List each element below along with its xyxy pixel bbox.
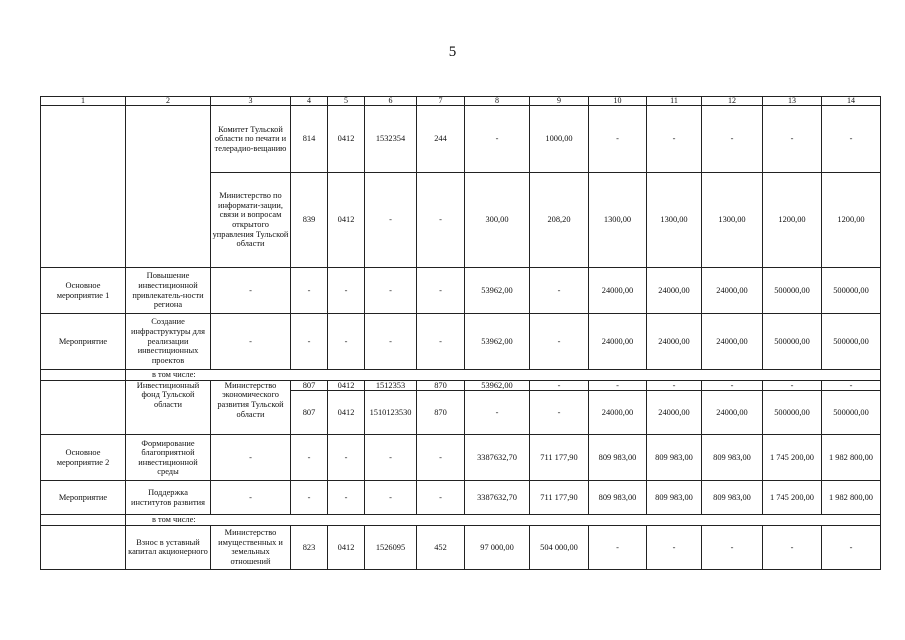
table-cell: 809 983,00	[702, 435, 763, 481]
table-cell: Повышение инвестиционной привлекатель-ности региона	[126, 268, 211, 314]
table-cell: -	[589, 525, 647, 569]
table-cell: в том числе:	[126, 370, 881, 381]
header-cell: 10	[589, 97, 647, 106]
table-cell: 807	[291, 391, 328, 435]
table-cell: 0412	[328, 173, 365, 268]
table-cell: 244	[417, 106, 465, 173]
table-cell: 1 982 800,00	[822, 435, 881, 481]
table-cell: -	[365, 173, 417, 268]
header-row	[41, 97, 881, 106]
header-cell: 7	[417, 97, 465, 106]
table-cell: 24000,00	[702, 391, 763, 435]
table-cell: 809 983,00	[589, 481, 647, 515]
table-cell: 0412	[328, 525, 365, 569]
table-cell: Создание инфраструктуры для реализации инвестиционных проектов	[126, 314, 211, 370]
table-cell: -	[647, 525, 702, 569]
table-cell: -	[328, 435, 365, 481]
table-cell: 500000,00	[822, 314, 881, 370]
table-row	[41, 380, 881, 391]
table-cell: -	[822, 106, 881, 173]
table-cell: 809 983,00	[702, 481, 763, 515]
table-cell: 1526095	[365, 525, 417, 569]
table-cell: -	[291, 314, 328, 370]
table-cell: -	[530, 380, 589, 391]
table-cell: 0412	[328, 106, 365, 173]
table-cell: Формирование благоприятной инвестиционной среды	[126, 435, 211, 481]
table-cell: Основное мероприятие 2	[41, 435, 126, 481]
table-cell: 3387632,70	[465, 435, 530, 481]
budget-table	[40, 96, 881, 570]
table-cell: 500000,00	[763, 314, 822, 370]
table-row	[41, 435, 881, 481]
table-cell: -	[647, 106, 702, 173]
table-cell: 1200,00	[763, 173, 822, 268]
table-cell: 1300,00	[702, 173, 763, 268]
table-cell: -	[417, 173, 465, 268]
table-row	[41, 481, 881, 515]
table-cell	[41, 106, 126, 268]
header-cell: 8	[465, 97, 530, 106]
table-cell: Основное мероприятие 1	[41, 268, 126, 314]
table-cell: -	[465, 391, 530, 435]
table-cell: 53962,00	[465, 268, 530, 314]
table-cell: 24000,00	[702, 314, 763, 370]
table-cell: -	[417, 314, 465, 370]
table-cell: -	[211, 435, 291, 481]
table-cell: 500000,00	[822, 268, 881, 314]
table-cell: 823	[291, 525, 328, 569]
header-cell: 1	[41, 97, 126, 106]
table-cell	[41, 370, 126, 381]
header-cell: 4	[291, 97, 328, 106]
table-cell: 24000,00	[589, 314, 647, 370]
table-cell: -	[417, 435, 465, 481]
table-cell: 1300,00	[589, 173, 647, 268]
header-cell: 14	[822, 97, 881, 106]
table-cell: 208,20	[530, 173, 589, 268]
table-cell: -	[291, 268, 328, 314]
table-cell: 711 177,90	[530, 481, 589, 515]
table-cell: -	[530, 268, 589, 314]
table-row	[41, 268, 881, 314]
table-cell	[126, 106, 211, 268]
table-cell: Мероприятие	[41, 314, 126, 370]
table-cell: -	[417, 481, 465, 515]
table-cell: -	[763, 380, 822, 391]
table-cell: Комитет Тульской области по печати и телерадио-вещанию	[211, 106, 291, 173]
table-cell: -	[647, 380, 702, 391]
table-cell: 0412	[328, 380, 365, 391]
table-cell: 500000,00	[763, 391, 822, 435]
header-cell: 6	[365, 97, 417, 106]
table-cell: -	[365, 268, 417, 314]
header-cell: 13	[763, 97, 822, 106]
table-cell: 711 177,90	[530, 435, 589, 481]
table-cell: -	[530, 314, 589, 370]
table-cell: 809 983,00	[647, 481, 702, 515]
table-row	[41, 106, 881, 173]
table-cell: 504 000,00	[530, 525, 589, 569]
table-cell: -	[702, 380, 763, 391]
table-cell: -	[589, 380, 647, 391]
table-cell: -	[763, 106, 822, 173]
table-cell: Инвестиционный фонд Тульской области	[126, 380, 211, 435]
table-cell: -	[211, 481, 291, 515]
table-cell: Взнос в уставный капитал акционерного	[126, 525, 211, 569]
table-cell: Министерство имущественных и земельных отношений	[211, 525, 291, 569]
table-cell: -	[702, 525, 763, 569]
table-cell: 300,00	[465, 173, 530, 268]
table-cell: 807	[291, 380, 328, 391]
table-cell: 500000,00	[822, 391, 881, 435]
table-cell: 839	[291, 173, 328, 268]
table-cell: 24000,00	[647, 268, 702, 314]
table-cell: 1512353	[365, 380, 417, 391]
table-cell: 1300,00	[647, 173, 702, 268]
table-cell: в том числе:	[126, 515, 881, 526]
header-cell: 12	[702, 97, 763, 106]
table-cell: 53962,00	[465, 380, 530, 391]
table-cell: Министерство по информати-зации, связи и вопросам открытого управления Тульской области	[211, 173, 291, 268]
table-cell: 1200,00	[822, 173, 881, 268]
table-cell: 3387632,70	[465, 481, 530, 515]
table-cell: -	[822, 525, 881, 569]
table-cell: -	[328, 481, 365, 515]
table-cell: -	[291, 435, 328, 481]
table-cell: 870	[417, 380, 465, 391]
table-cell: -	[211, 314, 291, 370]
table-cell: -	[417, 268, 465, 314]
table-cell: 1 982 800,00	[822, 481, 881, 515]
table-cell: Поддержка институтов развития	[126, 481, 211, 515]
table-cell: -	[365, 435, 417, 481]
table-row	[41, 370, 881, 381]
table-cell: 24000,00	[589, 268, 647, 314]
table-cell: -	[465, 106, 530, 173]
header-cell: 3	[211, 97, 291, 106]
table-cell: 1 745 200,00	[763, 435, 822, 481]
table-cell: -	[822, 380, 881, 391]
table-cell: 24000,00	[647, 391, 702, 435]
table-cell: 24000,00	[589, 391, 647, 435]
table-row	[41, 314, 881, 370]
table-cell: 452	[417, 525, 465, 569]
table-cell	[41, 525, 126, 569]
table-cell: Министерство экономического развития Тульской области	[211, 380, 291, 435]
table-cell: -	[763, 525, 822, 569]
header-cell: 2	[126, 97, 211, 106]
table-cell: 1510123530	[365, 391, 417, 435]
table-cell: -	[291, 481, 328, 515]
table-cell: 24000,00	[702, 268, 763, 314]
table-cell: -	[211, 268, 291, 314]
table-cell: -	[702, 106, 763, 173]
table-cell: -	[530, 391, 589, 435]
table-cell: 1 745 200,00	[763, 481, 822, 515]
table-cell: Мероприятие	[41, 481, 126, 515]
table-cell	[41, 380, 126, 435]
table-row	[41, 525, 881, 569]
table-cell: 809 983,00	[647, 435, 702, 481]
table-cell: -	[328, 268, 365, 314]
table-cell: -	[328, 314, 365, 370]
header-cell: 9	[530, 97, 589, 106]
table-cell: 870	[417, 391, 465, 435]
table-cell: -	[365, 481, 417, 515]
table-cell: -	[589, 106, 647, 173]
page-number: 5	[448, 44, 457, 60]
table-cell: 500000,00	[763, 268, 822, 314]
header-cell: 11	[647, 97, 702, 106]
table-cell: 814	[291, 106, 328, 173]
table-cell: 0412	[328, 391, 365, 435]
table-cell	[41, 515, 126, 526]
table-cell: 97 000,00	[465, 525, 530, 569]
table-row	[41, 515, 881, 526]
table-cell: 53962,00	[465, 314, 530, 370]
table-cell: 1000,00	[530, 106, 589, 173]
table-cell: 809 983,00	[589, 435, 647, 481]
header-cell: 5	[328, 97, 365, 106]
table-cell: 24000,00	[647, 314, 702, 370]
table-cell: -	[365, 314, 417, 370]
table-cell: 1532354	[365, 106, 417, 173]
